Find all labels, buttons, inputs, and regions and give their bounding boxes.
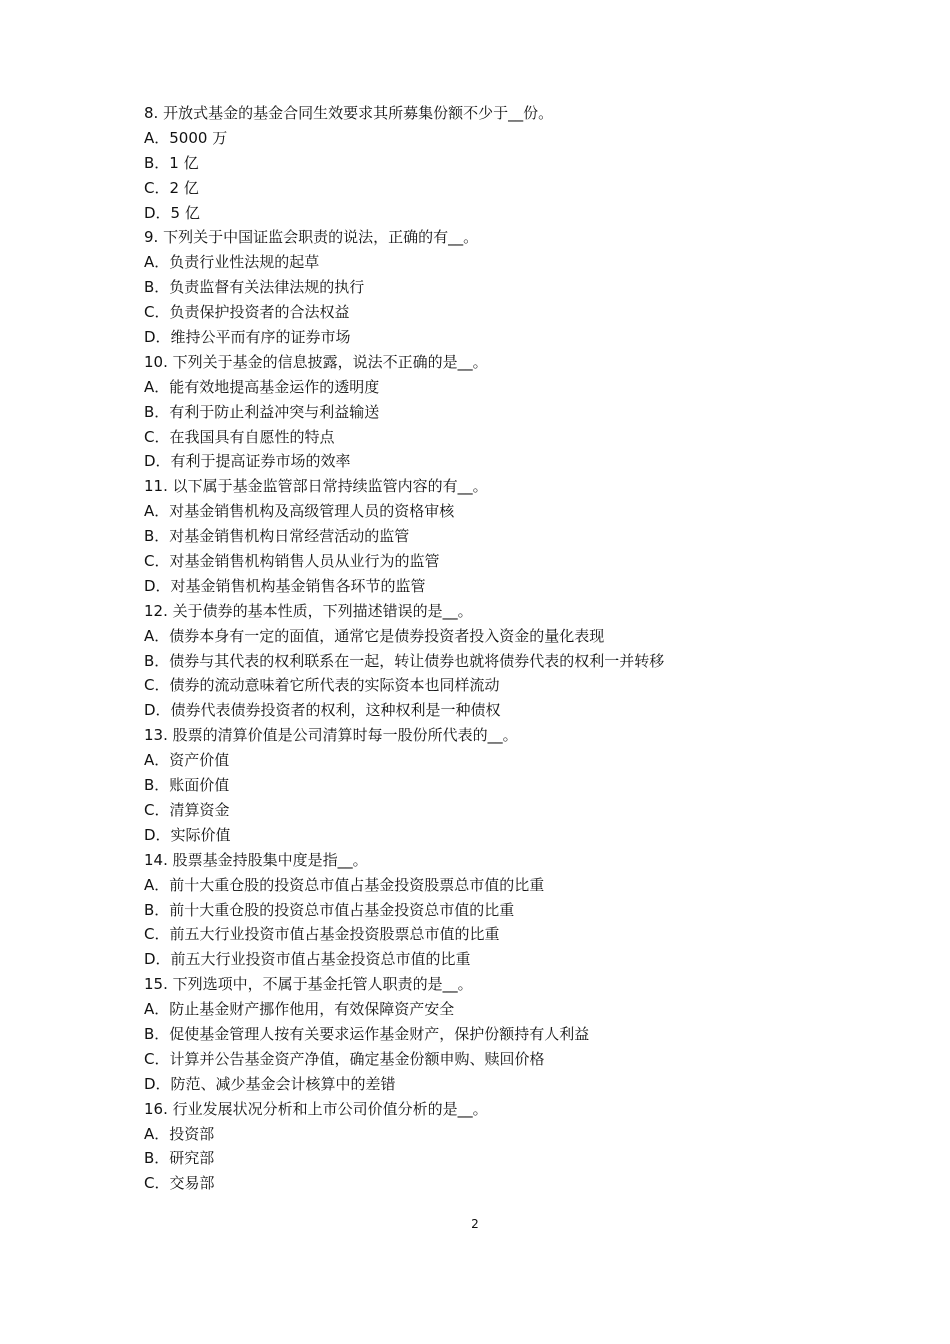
question-stem: 16. 行业发展状况分析和上市公司价值分析的是__。: [144, 1099, 488, 1118]
answer-option: D．实际价值: [144, 825, 231, 844]
answer-option: D．前五大行业投资市值占基金投资总市值的比重: [144, 950, 471, 969]
answer-option: C．2 亿: [144, 178, 199, 197]
answer-option: A．资产价值: [144, 751, 230, 770]
answer-option: B．研究部: [144, 1149, 215, 1168]
question-stem: 8. 开放式基金的基金合同生效要求其所募集份额不少于__份。: [144, 104, 554, 122]
answer-option: C．在我国具有自愿性的特点: [144, 427, 335, 446]
question-stem: 13. 股票的清算价值是公司清算时每一股份所代表的__。: [144, 726, 518, 745]
answer-option: B．促使基金管理人按有关要求运作基金财产，保护份额持有人利益: [144, 1024, 590, 1043]
answer-option: B．1 亿: [144, 153, 199, 172]
answer-option: C．对基金销售机构销售人员从业行为的监管: [144, 552, 440, 571]
answer-option: B．前十大重仓股的投资总市值占基金投资总市值的比重: [144, 900, 515, 919]
question-stem: 10. 下列关于基金的信息披露，说法不正确的是__。: [144, 352, 488, 371]
answer-option: A．防止基金财产挪作他用，有效保障资产安全: [144, 1000, 455, 1019]
answer-option: A．投资部: [144, 1124, 215, 1143]
answer-option: D．债券代表债券投资者的权利，这种权利是一种债权: [144, 701, 501, 720]
answer-option: C．交易部: [144, 1174, 215, 1193]
answer-option: B．有利于防止利益冲突与利益输送: [144, 402, 380, 421]
question-stem: 12. 关于债券的基本性质，下列描述错误的是__。: [144, 601, 473, 620]
page-number: 2: [471, 1217, 479, 1231]
answer-option: C．前五大行业投资市值占基金投资股票总市值的比重: [144, 925, 500, 944]
answer-option: A．前十大重仓股的投资总市值占基金投资股票总市值的比重: [144, 875, 545, 894]
answer-option: D．维持公平而有序的证券市场: [144, 328, 351, 347]
answer-option: D．对基金销售机构基金销售各环节的监管: [144, 576, 426, 595]
answer-option: B．账面价值: [144, 776, 230, 795]
answer-option: D．有利于提高证券市场的效率: [144, 452, 351, 471]
answer-option: D．5 亿: [144, 203, 200, 222]
answer-option: A．能有效地提高基金运作的透明度: [144, 377, 380, 396]
answer-option: B．对基金销售机构日常经营活动的监管: [144, 527, 410, 546]
answer-option: C．债券的流动意味着它所代表的实际资本也同样流动: [144, 676, 500, 695]
answer-option: C．计算并公告基金资产净值，确定基金份额申购、赎回价格: [144, 1049, 545, 1068]
answer-option: A．5000 万: [144, 128, 228, 147]
answer-option: A．债券本身有一定的面值，通常它是债券投资者投入资金的量化表现: [144, 626, 605, 645]
question-stem: 9. 下列关于中国证监会职责的说法，正确的有__。: [144, 228, 479, 247]
question-stem: 15. 下列选项中，不属于基金托管人职责的是__。: [144, 975, 473, 994]
question-list: [144, 101, 844, 1196]
answer-option: A．负责行业性法规的起草: [144, 253, 320, 272]
answer-option: B．负责监督有关法律法规的执行: [144, 278, 365, 297]
answer-option: A．对基金销售机构及高级管理人员的资格审核: [144, 502, 455, 521]
answer-option: D．防范、减少基金会计核算中的差错: [144, 1074, 396, 1093]
answer-option: C．清算资金: [144, 800, 230, 819]
question-stem: 11. 以下属于基金监管部日常持续监管内容的有__。: [144, 477, 488, 496]
answer-option: B．债券与其代表的权利联系在一起，转让债券也就将债券代表的权利一并转移: [144, 651, 665, 670]
answer-option: C．负责保护投资者的合法权益: [144, 303, 350, 322]
question-stem: 14. 股票基金持股集中度是指__。: [144, 850, 368, 869]
